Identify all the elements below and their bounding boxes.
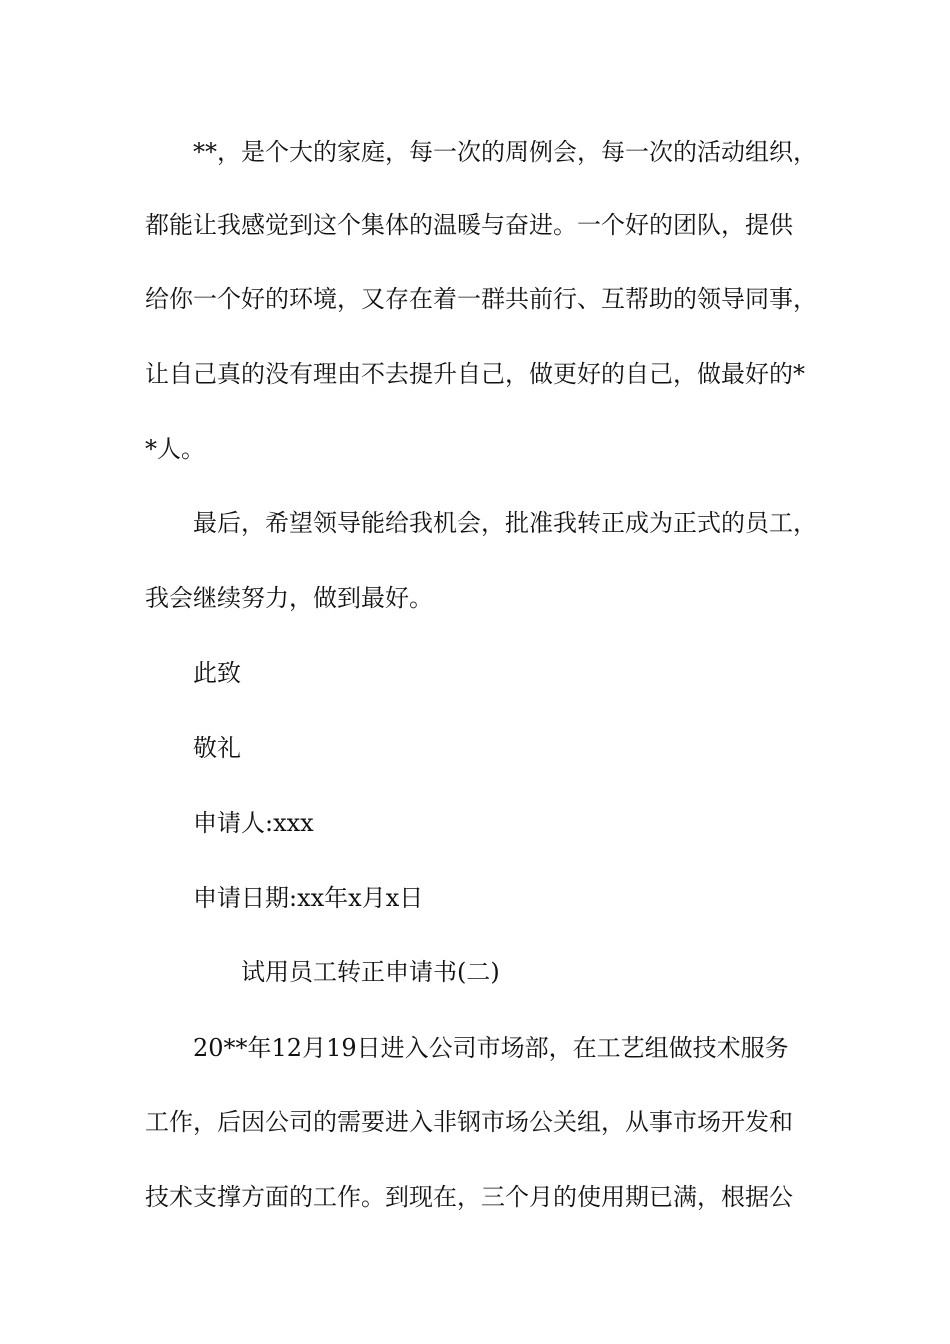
paragraph-line: 20**年12月19日进入公司市场部，在工艺组做技术服务: [193, 1034, 789, 1062]
paragraph-line: 我会继续努力，做到最好。: [145, 584, 433, 612]
applicant-line: 申请人:xxx: [193, 809, 314, 837]
paragraph-line: 给你一个好的环境，又存在着一群共前行、互帮助的领导同事，: [145, 285, 817, 313]
paragraph-line: 让自己真的没有理由不去提升自己，做更好的自己，做最好的*: [145, 360, 805, 388]
paragraph-line: *人。: [145, 435, 205, 463]
paragraph-line: 都能让我感觉到这个集体的温暖与奋进。一个好的团队，提供: [145, 211, 793, 239]
date-line: 申请日期:xx年x月x日: [193, 884, 424, 912]
closing-salutation: 此致: [193, 659, 241, 687]
section-title: 试用员工转正申请书(二): [241, 958, 500, 986]
paragraph-line: 技术支撑方面的工作。到现在，三个月的使用期已满，根据公: [145, 1183, 793, 1211]
paragraph-line: 工作，后因公司的需要进入非钢市场公关组，从事市场开发和: [145, 1108, 793, 1136]
paragraph-line: 最后，希望领导能给我机会，批准我转正成为正式的员工，: [193, 509, 817, 537]
paragraph-line: **，是个大的家庭，每一次的周例会，每一次的活动组织，: [193, 138, 817, 166]
closing-regards: 敬礼: [193, 734, 241, 762]
